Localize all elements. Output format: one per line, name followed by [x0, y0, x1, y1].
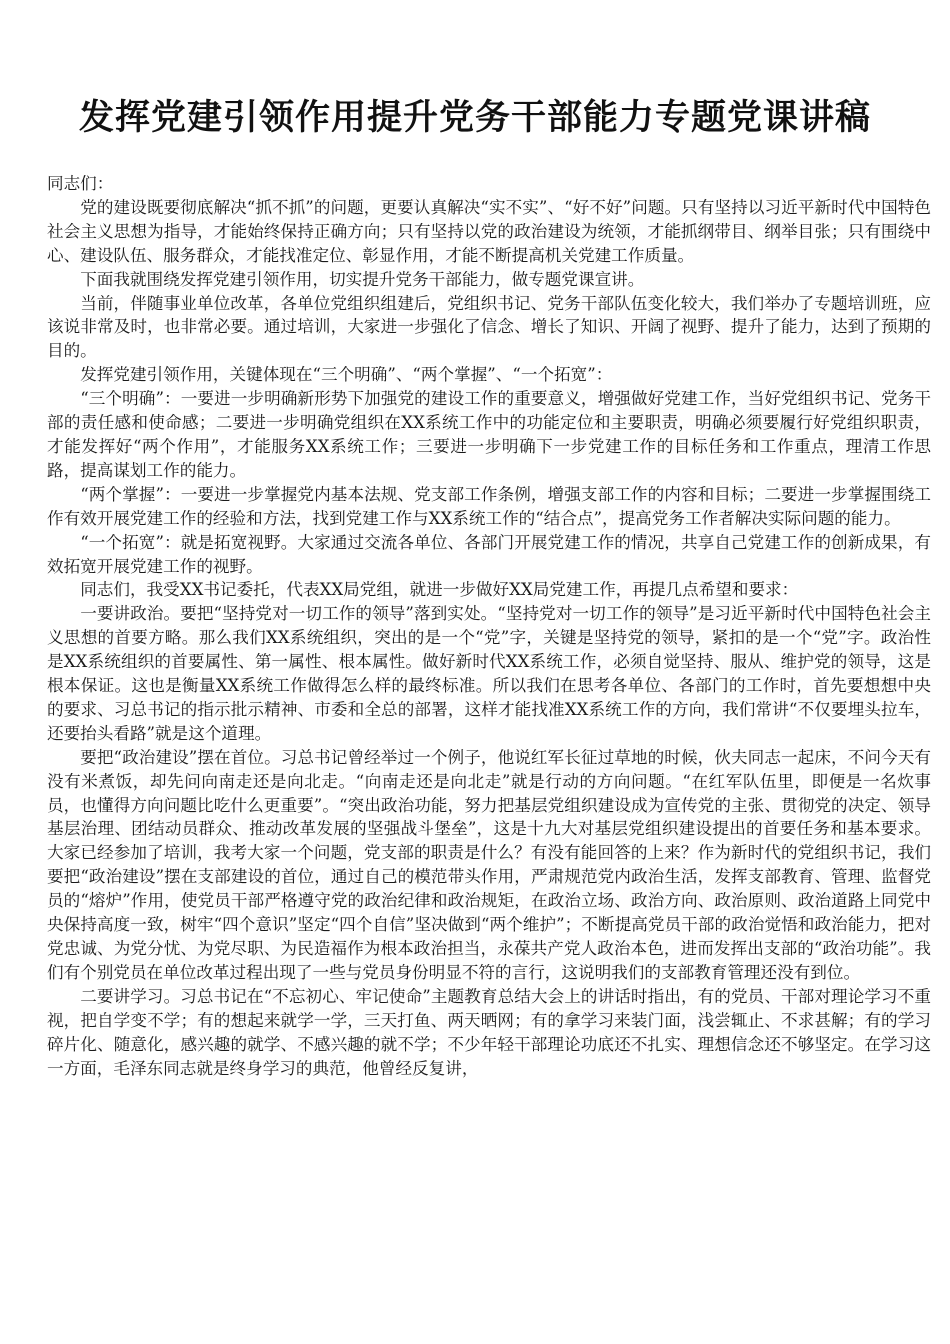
paragraph: 下面我就围绕发挥党建引领作用，切实提升党务干部能力，做专题党课宣讲。 [80, 269, 645, 289]
paragraph: “两个掌握”：一要进一步掌握党内基本法规、党支部工作条例，增强支部工作的内容和目标；二要进一步掌握围绕工作有效开展党建工作的经验和方法，找到党建工作与XX系统工作的“结合点”，提高党务工作者解决实际问题的能力。 [47, 484, 931, 528]
salutation: 同志们： [47, 174, 114, 193]
document-body [47, 172, 931, 1080]
paragraph: 要把“政治建设”摆在首位。习总书记曾经举过一个例子，他说红军长征过草地的时候，伙夫同志一起床，不问今天有没有米煮饭，却先问向南走还是向北走。“向南走还是向北走”就是行动的方向问题。“在红军队伍里，即便是一名炊事员，也懂得方向问题比吃什么更重要”。“突出政治功能，努力把基层党组织建设成为宣传党的主张、贯彻党的决定、领导基层治理、团结动员群众、推动改革发展的坚强战斗堡垒”，这是十九大对基层党组织建设提出的首要任务和基本要求。大家已经参加了培训，我考大家一个问题，党支部的职责是什么？有没有能回答的上来？作为新时代的党组织书记，我们要把“政治建设”摆在支部建设的首位，通过自己的模范带头作用，严肃规范党内政治生活，发挥支部教育、管理、监督党员的“熔炉”作用，使党员干部严格遵守党的政治纪律和政治规矩，在政治立场、政治方向、政治原则、政治道路上同党中央保持高度一致，树牢“四个意识”坚定“四个自信”坚决做到“两个维护”；不断提高党员干部的政治觉悟和政治能力，把对党忠诚、为党分忧、为党尽职、为民造福作为根本政治担当，永葆共产党人政治本色，进而发挥出支部的“政治功能”。我们有个别党员在单位改革过程出现了一些与党员身份明显不符的言行，这说明我们的支部教育管理还没有到位。 [47, 747, 931, 982]
paragraph: 当前，伴随事业单位改革，各单位党组织组建后，党组织书记、党务干部队伍变化较大，我们举办了专题培训班，应该说非常及时，也非常必要。通过培训，大家进一步强化了信念、增长了知识、开阔了视野、提升了能力，达到了预期的目的。 [47, 293, 931, 361]
paragraph: 一要讲政治。要把“坚持党对一切工作的领导”落到实处。“坚持党对一切工作的领导”是习近平新时代中国特色社会主义思想的首要方略。那么我们XX系统组织，突出的是一个“党”字，关键是坚持党的领导，紧扣的是一个“党”字。政治性是XX系统组织的首要属性、第一属性、根本属性。做好新时代XX系统工作，必须自觉坚持、服从、维护党的领导，这是根本保证。这也是衡量XX系统工作做得怎么样的最终标准。所以我们在思考各单位、各部门的工作时，首先要想想中央的要求、习总书记的指示批示精神、市委和全总的部署，这样才能找准XX系统工作的方向，我们常讲“不仅要埋头拉车，还要抬头看路”就是这个道理。 [47, 604, 931, 743]
paragraph: “一个拓宽”：就是拓宽视野。大家通过交流各单位、各部门开展党建工作的情况，共享自己党建工作的创新成果，有效拓宽开展党建工作的视野。 [47, 532, 931, 576]
paragraph: 党的建设既要彻底解决“抓不抓”的问题，更要认真解决“实不实”、“好不好”问题。只有坚持以习近平新时代中国特色社会主义思想为指导，才能始终保持正确方向；只有坚持以党的政治建设为统领，才能抓纲带目、纲举目张；只有围绕中心、建设队伍、服务群众，才能找准定位、彰显作用，才能不断提高机关党建工作质量。 [47, 197, 931, 265]
paragraph: 二要讲学习。习总书记在“不忘初心、牢记使命”主题教育总结大会上的讲话时指出，有的党员、干部对理论学习不重视，把自学变不学；有的想起来就学一学，三天打鱼、两天晒网；有的拿学习来装门面，浅尝辄止、不求甚解；有的学习碎片化、随意化，感兴趣的就学、不感兴趣的就不学；不少年轻干部理论功底还不扎实、理想信念还不够坚定。在学习这一方面，毛泽东同志就是终身学习的典范，他曾经反复讲， [47, 986, 931, 1078]
paragraph: 同志们，我受XX书记委托，代表XX局党组，就进一步做好XX局党建工作，再提几点希望和要求： [80, 580, 799, 600]
document-title: 发挥党建引领作用提升党务干部能力专题党课讲稿 [78, 97, 871, 138]
paragraph: “三个明确”：一要进一步明确新形势下加强党的建设工作的重要意义，增强做好党建工作，当好党组织书记、党务干部的责任感和使命感；二要进一步明确党组织在XX系统工作中的功能定位和主要职责，明确必须要履行好党组织职责，才能发挥好“两个作用”，才能服务XX系统工作；三要进一步明确下一步党建工作的目标任务和工作重点，理清工作思路，提高谋划工作的能力。 [47, 389, 931, 480]
paragraph: 发挥党建引领作用，关键体现在“三个明确”、“两个掌握”、“一个拓宽”： [80, 365, 613, 385]
